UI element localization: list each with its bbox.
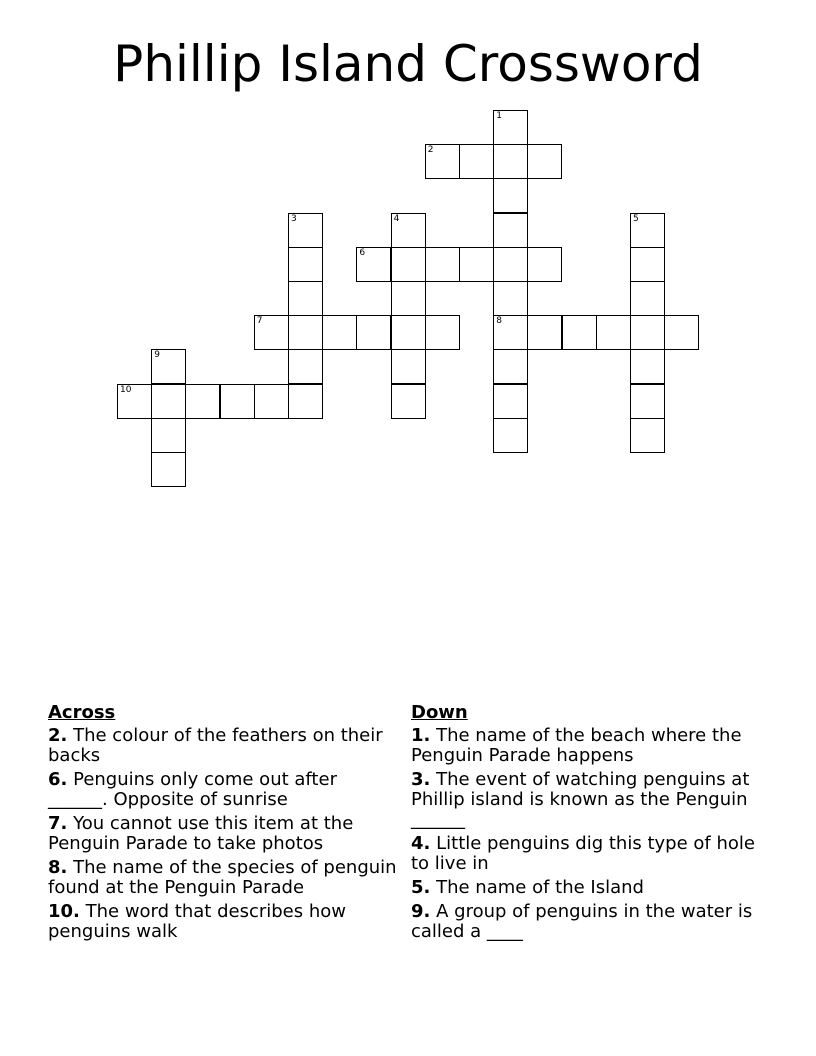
grid-cell[interactable] bbox=[562, 315, 597, 350]
clue-number: 2. bbox=[48, 725, 68, 746]
grid-cell[interactable] bbox=[630, 384, 665, 419]
cell-number: 1 bbox=[496, 111, 502, 121]
cell-number: 3 bbox=[291, 213, 297, 224]
grid-cell[interactable] bbox=[151, 452, 186, 487]
grid-cell[interactable] bbox=[630, 349, 665, 384]
down-heading: Down bbox=[411, 702, 468, 723]
grid-cell[interactable] bbox=[459, 144, 494, 179]
grid-cell[interactable] bbox=[151, 384, 186, 419]
clue-text: The name of the Island bbox=[436, 877, 644, 898]
grid-cell[interactable] bbox=[391, 349, 426, 384]
grid-cell[interactable] bbox=[288, 213, 323, 248]
cell-number: 9 bbox=[154, 350, 160, 361]
grid-cell[interactable] bbox=[322, 315, 357, 350]
grid-cell[interactable] bbox=[288, 384, 323, 419]
clue-down bbox=[411, 834, 771, 874]
grid-cell[interactable] bbox=[117, 384, 152, 419]
grid-cell[interactable] bbox=[493, 349, 528, 384]
across-clues bbox=[48, 702, 398, 946]
grid-cell[interactable] bbox=[527, 144, 562, 179]
grid-cell[interactable] bbox=[185, 384, 220, 419]
grid-cell[interactable] bbox=[596, 315, 631, 350]
grid-cell[interactable] bbox=[254, 384, 289, 419]
grid-cell[interactable] bbox=[391, 281, 426, 316]
grid-cell[interactable] bbox=[220, 384, 255, 419]
clue-number: 3. bbox=[411, 769, 431, 790]
grid-cell[interactable] bbox=[630, 315, 665, 350]
clue-down bbox=[411, 726, 771, 766]
clue-text: The name of the beach where the Penguin Parade happens bbox=[411, 725, 742, 766]
grid-cell[interactable] bbox=[356, 315, 391, 350]
grid-cell[interactable] bbox=[288, 315, 323, 350]
cell-number: 5 bbox=[633, 213, 639, 224]
grid-cell[interactable] bbox=[151, 418, 186, 453]
grid-cell[interactable] bbox=[493, 315, 528, 350]
clue-across bbox=[48, 770, 398, 810]
cell-number: 6 bbox=[359, 247, 366, 258]
grid-cell[interactable] bbox=[493, 178, 528, 213]
grid-cell[interactable] bbox=[288, 281, 323, 316]
grid-cell[interactable] bbox=[459, 247, 494, 282]
grid-cell[interactable] bbox=[493, 213, 528, 248]
grid-cell[interactable] bbox=[493, 247, 528, 282]
clue-text: You cannot use this item at the Penguin Parade to take photos bbox=[48, 813, 354, 854]
grid-cell[interactable] bbox=[391, 213, 426, 248]
clue-text: A group of penguins in the water is called a ____ bbox=[411, 901, 753, 942]
grid-cell[interactable] bbox=[664, 315, 699, 350]
clue-across bbox=[48, 902, 398, 942]
clue-text: The name of the species of penguin found at the Penguin Parade bbox=[48, 857, 397, 898]
grid-cell[interactable] bbox=[527, 315, 562, 350]
clue-text: Penguins only come out after ______. Opposite of sunrise bbox=[48, 769, 337, 810]
grid-cell[interactable] bbox=[254, 315, 289, 350]
grid-cell[interactable] bbox=[391, 315, 426, 350]
clue-number: 10. bbox=[48, 901, 80, 922]
clue-text: The colour of the feathers on their backs bbox=[48, 725, 383, 766]
clue-down bbox=[411, 902, 771, 942]
grid-cell[interactable] bbox=[493, 281, 528, 316]
grid-cell[interactable] bbox=[391, 247, 426, 282]
clue-number: 8. bbox=[48, 857, 68, 878]
clue-number: 6. bbox=[48, 769, 68, 790]
grid-cell[interactable] bbox=[151, 349, 186, 384]
across-heading: Across bbox=[48, 702, 116, 723]
grid-cell[interactable] bbox=[356, 247, 391, 282]
clue-number: 4. bbox=[411, 833, 431, 854]
down-clues bbox=[411, 702, 771, 946]
grid-cell[interactable] bbox=[493, 418, 528, 453]
clue-across bbox=[48, 726, 398, 766]
clue-number: 7. bbox=[48, 813, 68, 834]
grid-cell[interactable] bbox=[425, 144, 460, 179]
clue-text: Little penguins dig this type of hole to live in bbox=[411, 833, 755, 874]
grid-cell[interactable] bbox=[630, 281, 665, 316]
cell-number: 7 bbox=[256, 316, 263, 327]
clue-down bbox=[411, 878, 771, 898]
clue-across bbox=[48, 814, 398, 854]
grid-cell[interactable] bbox=[630, 247, 665, 282]
clue-number: 9. bbox=[411, 901, 431, 922]
clue-down bbox=[411, 770, 771, 830]
cell-number: 4 bbox=[393, 213, 400, 224]
grid-cell[interactable] bbox=[527, 247, 562, 282]
grid-cell[interactable] bbox=[493, 384, 528, 419]
clue-text: The word that describes how penguins walk bbox=[48, 901, 346, 942]
grid-cell[interactable] bbox=[630, 418, 665, 453]
clue-text: The event of watching penguins at Phillip island is known as the Penguin ______ bbox=[411, 769, 750, 830]
clue-across bbox=[48, 858, 398, 898]
cell-number: 10 bbox=[120, 384, 132, 395]
clue-number: 5. bbox=[411, 877, 431, 898]
grid-cell[interactable] bbox=[493, 144, 528, 179]
grid-cell[interactable] bbox=[630, 213, 665, 248]
grid-cell[interactable] bbox=[425, 315, 460, 350]
page-title: Phillip Island Crossword bbox=[113, 35, 703, 93]
grid-cell[interactable] bbox=[288, 349, 323, 384]
cell-number: 2 bbox=[427, 145, 434, 156]
clue-number: 1. bbox=[411, 725, 431, 746]
cell-number: 8 bbox=[496, 316, 502, 327]
crossword-grid bbox=[0, 0, 816, 500]
grid-cell[interactable] bbox=[493, 110, 528, 145]
grid-cell[interactable] bbox=[425, 247, 460, 282]
grid-cell[interactable] bbox=[391, 384, 426, 419]
grid-cell[interactable] bbox=[288, 247, 323, 282]
